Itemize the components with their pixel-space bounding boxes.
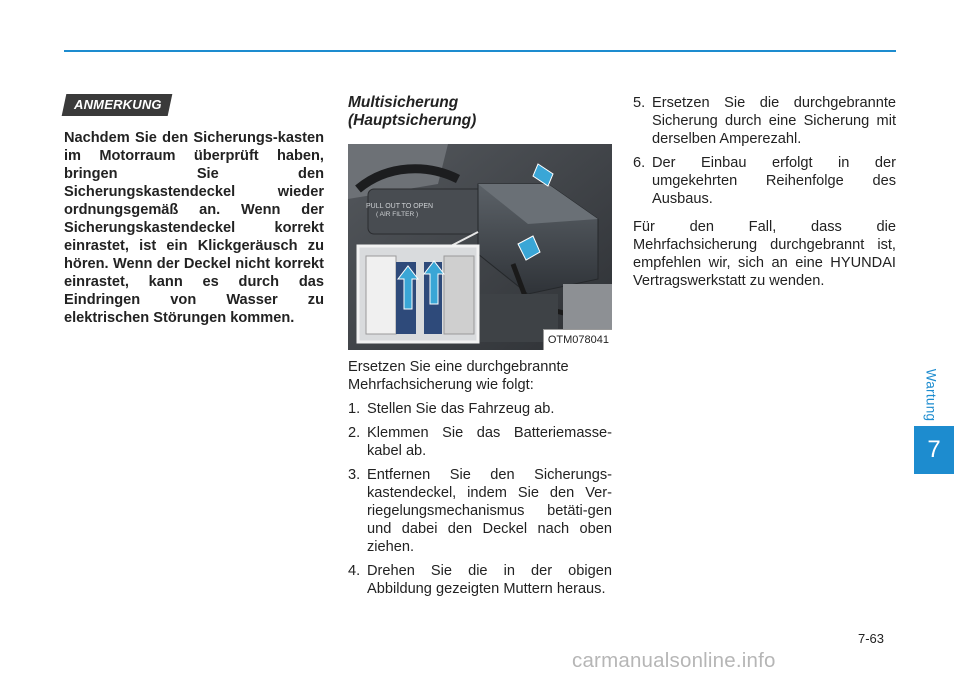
- steps-intro: Ersetzen Sie eine durchgebrannte Mehrfachsicherung wie folgt:: [348, 359, 569, 393]
- step-number: 3.: [348, 467, 361, 483]
- section-title-line1: Multisicherung: [348, 94, 459, 111]
- photo-code: OTM078041: [543, 329, 612, 350]
- engine-bay-photo: [348, 144, 612, 350]
- watermark: carmanualsonline.info: [572, 649, 776, 672]
- step-text: Der Einbau erfolgt in der umgekehrten Reihenfolge des Ausbaus.: [652, 155, 896, 207]
- header-rule: [64, 50, 896, 52]
- chapter-label: [915, 362, 947, 428]
- step-number: 4.: [348, 563, 361, 579]
- note-badge-label: ANMERKUNG: [74, 97, 162, 112]
- section-title-line2: (Hauptsicherung): [348, 112, 477, 129]
- step-number: 6.: [633, 155, 646, 171]
- step-text: Entfernen Sie den Sicherungs-kastendeckel, indem Sie den Ver-riegelungsmechanismus betäti-gen und dabei den Deckel nach oben ziehen.: [367, 467, 612, 555]
- step-text: Drehen Sie die in der obigen Abbildung gezeigten Muttern heraus.: [367, 563, 612, 597]
- engine-bay-illustration: [348, 144, 612, 350]
- steps-list-part2: [633, 94, 896, 208]
- closing-paragraph: Für den Fall, dass die Mehrfachsicherung durchgebrannt ist, empfehlen wir, sich an eine HYUNDAI Vertragswerkstatt zu wenden.: [633, 219, 896, 289]
- chapter-label-text: Wartung: [923, 368, 939, 422]
- list-item: [348, 400, 612, 418]
- step-text: Stellen Sie das Fahrzeug ab.: [367, 401, 555, 417]
- step-number: 1.: [348, 401, 361, 417]
- step-text: Klemmen Sie das Batteriemasse-kabel ab.: [367, 425, 612, 459]
- list-item: [348, 562, 612, 598]
- note-column: [64, 94, 324, 327]
- list-item: [348, 466, 612, 556]
- step-text: Ersetzen Sie die durchgebrannte Sicherung durch eine Sicherung mit derselben Amperezahl.: [652, 95, 896, 147]
- list-item: [633, 94, 896, 148]
- multifuse-column: [348, 94, 612, 604]
- list-item: [633, 154, 896, 208]
- section-title: [348, 94, 612, 130]
- step-number: 2.: [348, 425, 361, 441]
- photo-label-line2: ( AIR FILTER ): [376, 211, 419, 218]
- step-number: 5.: [633, 95, 646, 111]
- steps-list-part1: [348, 400, 612, 598]
- note-text: Nachdem Sie den Sicherungs-kasten im Motorraum überprüft haben, bringen Sie den Sicherungskastendeckel wieder ordnungsgemäß an. Wenn der Sicherungskastendeckel korrekt einrastet, ist ein Klickgeräusch zu hören. Wenn der Deckel nicht korrekt einrastet, kann es durch das Eindringen von Wasser zu elektrischen Störungen kommen.: [64, 130, 324, 326]
- photo-label-line1: PULL OUT TO OPEN: [366, 203, 434, 210]
- page-number: 7-63: [858, 631, 885, 646]
- chapter-number: 7: [914, 426, 954, 474]
- note-badge: [62, 94, 172, 116]
- steps-column-continued: [633, 94, 896, 290]
- list-item: [348, 424, 612, 460]
